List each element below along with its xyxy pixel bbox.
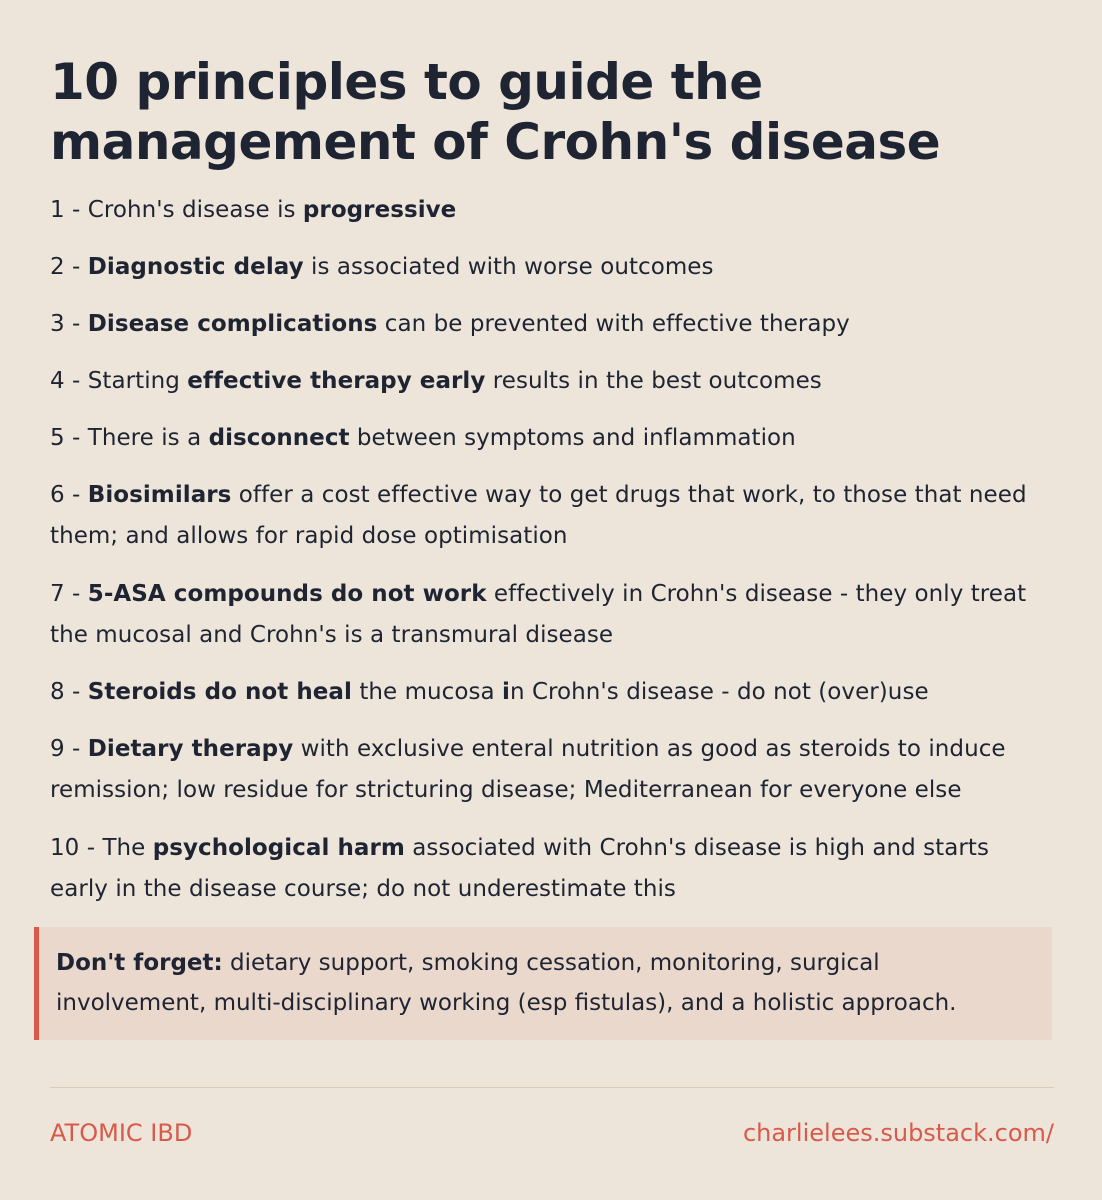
callout-label: Don't forget: — [56, 950, 223, 976]
infographic-page — [50, 0, 1054, 1200]
principle-item-2: 2 - Diagnostic delay is associated with worse outcomes — [50, 254, 714, 280]
principle-item-1: 1 - Crohn's disease is progressive — [50, 197, 457, 223]
title-line-2: management of Crohn's disease — [50, 113, 941, 171]
brand-name: ATOMIC IBD — [50, 1119, 193, 1147]
principle-item-3: 3 - Disease complications can be prevented with effective therapy — [50, 311, 850, 337]
page-title — [50, 52, 1054, 172]
dont-forget-callout — [34, 927, 1052, 1040]
title-line-1: 10 principles to guide the — [50, 53, 763, 111]
principle-item-8: 8 - Steroids do not heal the mucosa in Crohn's disease - do not (over)use — [50, 679, 929, 705]
substack-url: charlielees.substack.com/ — [742, 1119, 1054, 1147]
callout-text — [56, 943, 1036, 1023]
principle-item-4: 4 - Starting effective therapy early results in the best outcomes — [50, 368, 822, 394]
principle-item-9: 9 - Dietary therapy with exclusive enteral nutrition as good as steroids to induce remission; low residue for stricturing disease; Mediterranean for everyone else — [50, 736, 1006, 803]
principle-item-6: 6 - Biosimilars offer a cost effective way to get drugs that work, to those that need them; and allows for rapid dose optimisation — [50, 482, 1027, 549]
principle-item-5: 5 - There is a disconnect between symptoms and inflammation — [50, 425, 796, 451]
principle-item-10: 10 - The psychological harm associated with Crohn's disease is high and starts early in the disease course; do not underestimate this — [50, 835, 989, 902]
principle-item-7: 7 - 5-ASA compounds do not work effectively in Crohn's disease - they only treat the mucosal and Crohn's is a transmural disease — [50, 581, 1027, 648]
footer-divider — [50, 1087, 1054, 1088]
callout-body: dietary support, smoking cessation, monitoring, surgical involvement, multi-disciplinary working (esp fistulas), and a holistic approach. — [56, 950, 957, 1016]
